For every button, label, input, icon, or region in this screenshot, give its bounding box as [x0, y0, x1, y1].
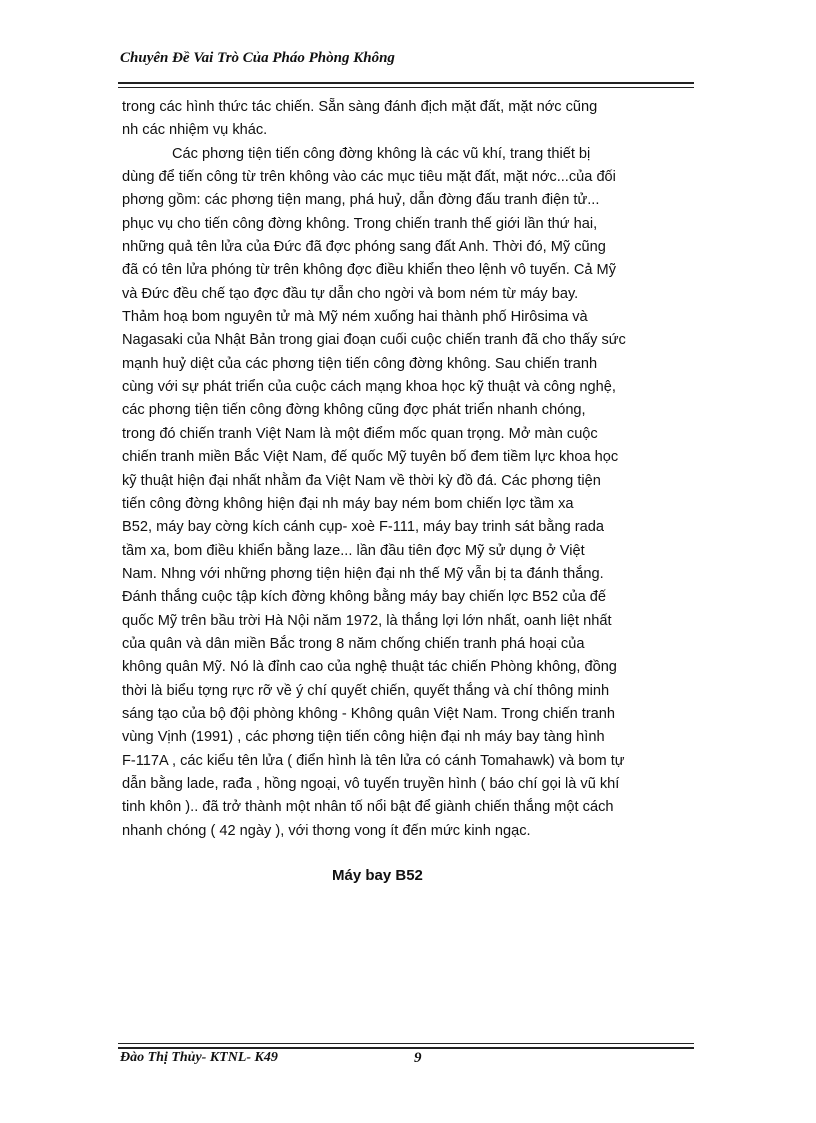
text-line: mạnh huỷ diệt của các phơng tiện tiến công đờng không. Sau chiến tranh	[122, 355, 598, 372]
text-line: dùng để tiến công từ trên không vào các mục tiêu mặt đất, mặt nớc...của đối	[122, 169, 616, 186]
text-line: B52, máy bay cờng kích cánh cụp- xoè F-111, máy bay trinh sát bằng rada	[122, 519, 604, 536]
text-line: tiến công đờng không hiện đại nh máy bay ném bom chiến lợc tầm xa	[122, 495, 574, 512]
text-line: của quân và dân miền Bắc trong 8 năm chống chiến tranh phá hoại của	[122, 635, 585, 652]
text-line: trong đó chiến tranh Việt Nam là một điểm mốc quan trọng. Mở màn cuộc	[122, 425, 598, 442]
text-line: dẫn bằng lade, rađa , hồng ngoại, vô tuyến truyền hình ( báo chí gọi là vũ khí	[122, 775, 620, 792]
text-line: Thảm hoạ bom nguyên tử mà Mỹ ném xuống hai thành phố Hirôsima và	[122, 309, 588, 326]
text-line: và Đức đều chế tạo đợc đầu tự dẫn cho ngời và bom ném từ máy bay.	[122, 285, 579, 302]
text-line: tầm xa, bom điều khiển bằng laze... lần đầu tiên đợc Mỹ sử dụng ở Việt	[122, 542, 585, 559]
text-line: đã có tên lửa phóng từ trên không đợc điều khiển theo lệnh vô tuyến. Cả Mỹ	[122, 262, 616, 279]
text-line: các phơng tiện tiến công đờng không cũng đợc phát triển nhanh chóng,	[122, 402, 586, 419]
text-line: Đánh thắng cuộc tập kích đờng không bằng máy bay chiến lợc B52 của đế	[122, 589, 607, 606]
header-rule-thick	[118, 82, 694, 84]
text-line: thời là biểu tợng rực rỡ về ý chí quyết chiến, quyết thắng và chí thông minh	[122, 682, 610, 699]
text-line: sáng tạo của bộ đội phòng không - Không quân Việt Nam. Trong chiến tranh	[122, 705, 616, 722]
text-line: Nagasaki của Nhật Bản trong giai đoạn cuối cuộc chiến tranh đã cho thấy sức	[122, 332, 626, 349]
text-line: cùng với sự phát triển của cuộc cách mạng khoa học kỹ thuật và công nghệ,	[122, 379, 616, 396]
footer-rule-thick	[118, 1047, 694, 1049]
footer-rule-thin	[118, 1043, 694, 1044]
text-line: kỹ thuật hiện đại nhất nhằm đa Việt Nam về thời kỳ đồ đá. Các phơng tiện	[122, 472, 601, 489]
text-line: phơng gồm: các phơng tiện mang, phá huỷ, dẫn đờng đấu tranh điện tử...	[122, 192, 600, 209]
text-line: F-117A , các kiểu tên lửa ( điển hình là tên lửa có cánh Tomahawk) và bom tự	[122, 752, 625, 769]
text-line: những quả tên lửa của Đức đã đợc phóng sang đất Anh. Thời đó, Mỹ cũng	[122, 239, 606, 256]
paragraph-start-line: Các phơng tiện tiến công đờng không là các vũ khí, trang thiết bị	[172, 145, 591, 162]
text-line: nh các nhiệm vụ khác.	[122, 122, 268, 139]
text-line: chiến tranh miền Bắc Việt Nam, đế quốc Mỹ tuyên bố đem tiềm lực khoa học	[122, 449, 619, 466]
page-header-title: Chuyên Đề Vai Trò Của Pháo Phòng Không	[120, 50, 395, 66]
text-line: phục vụ cho tiến công đờng không. Trong chiến tranh thế giới lần thứ hai,	[122, 215, 598, 232]
text-line: không quân Mỹ. Nó là đỉnh cao của nghệ thuật tác chiến Phòng không, đồng	[122, 659, 617, 676]
header-rule-thin	[118, 87, 694, 88]
text-line: vùng Vịnh (1991) , các phơng tiện tiến công hiện đại nh máy bay tàng hình	[122, 729, 605, 746]
footer-author: Đào Thị Thủy- KTNL- K49	[120, 1050, 278, 1065]
text-line: nhanh chóng ( 42 ngày ), với thơng vong ít đến mức kinh ngạc.	[122, 822, 531, 839]
text-line: trong các hình thức tác chiến. Sẵn sàng đánh địch mặt đất, mặt nớc cũng	[122, 99, 598, 115]
text-line: quốc Mỹ trên bầu trời Hà Nội năm 1972, là thắng lợi lớn nhất, oanh liệt nhất	[122, 612, 612, 629]
page-number: 9	[414, 1050, 422, 1066]
body-text	[122, 96, 690, 843]
text-line: tinh khôn ).. đã trở thành một nhân tố nổi bật để giành chiến thắng một cách	[122, 799, 614, 816]
text-line: Nam. Nhng với những phơng tiện hiện đại nh thế Mỹ vẫn bị ta đánh thắng.	[122, 565, 604, 582]
figure-caption: Máy bay B52	[332, 867, 423, 884]
